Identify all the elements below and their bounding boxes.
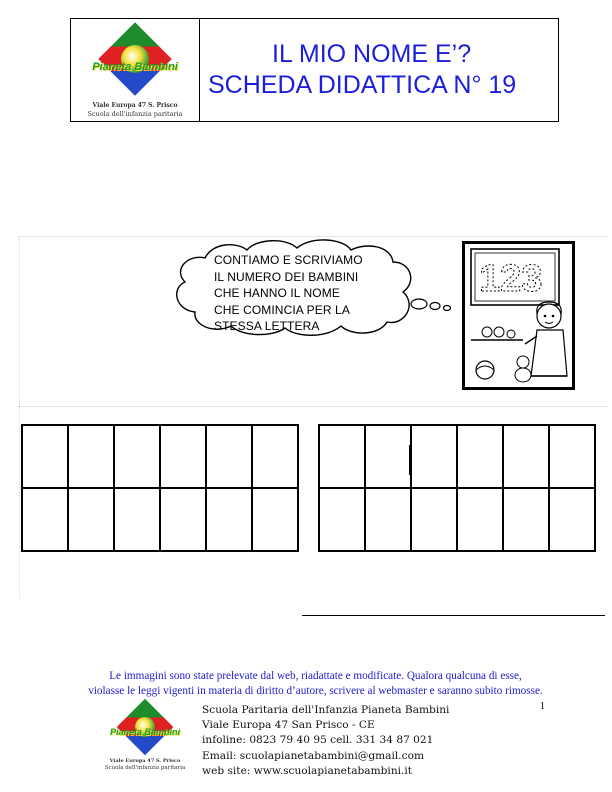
page-number: 1 [540, 701, 545, 712]
grid-cell [68, 488, 114, 551]
grid-cell [457, 488, 503, 551]
grid-cell [411, 425, 457, 488]
footer-contact [202, 703, 449, 779]
footer-logo-brand: Pianeta Bambini [109, 727, 181, 737]
grid-cell [457, 425, 503, 488]
logo-address: Viale Europa 47 S. Prisco [92, 102, 178, 109]
scan-line-mid [18, 406, 608, 407]
pen-mark [409, 445, 412, 475]
disclaimer [23, 669, 608, 699]
bubble-line: IL NUMERO DEI BAMBINI [214, 269, 359, 284]
footer-phones: infoline: 0823 79 40 95 cell. 331 34 87 021 [202, 734, 434, 747]
grid-cell [22, 488, 68, 551]
board-numbers: 123 [479, 258, 543, 300]
grid-cell [22, 425, 68, 488]
footer-address: Viale Europa 47 San Prisco - CE [202, 719, 375, 732]
footer-logo-address: Viale Europa 47 S. Prisco [109, 758, 181, 764]
grid-cell [549, 488, 595, 551]
grid-cell [252, 425, 298, 488]
header-box [70, 18, 559, 122]
grid-cell [252, 488, 298, 551]
grid-cell [503, 488, 549, 551]
title-line-2: SCHEDA DIDATTICA N° 19 [208, 71, 517, 99]
disclaimer-line-2: violasse le leggi vigenti in materia di diritto d’autore, scrivere al webmaster e saranno subito rimosse. [88, 685, 543, 697]
child-at-blackboard-illustration [465, 244, 572, 387]
header-logo-cell [71, 19, 200, 121]
footer-website: web site: www.scuolapianetabambini.it [202, 764, 413, 777]
logo-brand: Pianeta Bambini [92, 61, 178, 73]
grid-cell [160, 488, 206, 551]
count-grid-left [21, 424, 299, 552]
bubble-text [214, 252, 404, 335]
grid-cell [503, 425, 549, 488]
grid-cell [114, 425, 160, 488]
school-logo [79, 27, 191, 117]
bubble-line: CHE HANNO IL NOME [214, 286, 340, 300]
disclaimer-line-1: Le immagini sono state prelevate dal web, riadattate e modificate. Qualora qualcuna di esse, [109, 670, 522, 682]
scan-line-left [19, 238, 20, 598]
logo-tagline: Scuola dell'infanzia paritaria [87, 110, 183, 118]
grid-cell [160, 425, 206, 488]
count-grid-right [318, 424, 596, 552]
bubble-line: STESSA LETTERA [214, 319, 320, 333]
grid-cell [206, 425, 252, 488]
grid-cell [365, 425, 411, 488]
bubble-line: CHE COMINCIA PER LA [214, 302, 350, 317]
footer-logo [96, 702, 194, 774]
grid-cell [319, 425, 365, 488]
bubble-line: CONTIAMO E SCRIVIAMO [214, 253, 363, 267]
page-title [200, 19, 558, 121]
grid-cell [549, 425, 595, 488]
grid-cell [206, 488, 252, 551]
footer-school: Scuola Paritaria dell'Infanzia Pianeta Bambini [202, 704, 450, 716]
footer-logo-tagline: Scuola dell'infanzia paritaria [104, 765, 186, 771]
title-line-1: IL MIO NOME E’? [272, 40, 472, 68]
writing-line [302, 615, 605, 616]
grid-cell [68, 425, 114, 488]
grid-cell [319, 488, 365, 551]
grid-cell [365, 488, 411, 551]
illustration-frame [462, 241, 575, 390]
grid-cell [114, 488, 160, 551]
grid-cell [411, 488, 457, 551]
footer-email: Email: scuolapianetabambini@gmail.com [202, 749, 424, 762]
